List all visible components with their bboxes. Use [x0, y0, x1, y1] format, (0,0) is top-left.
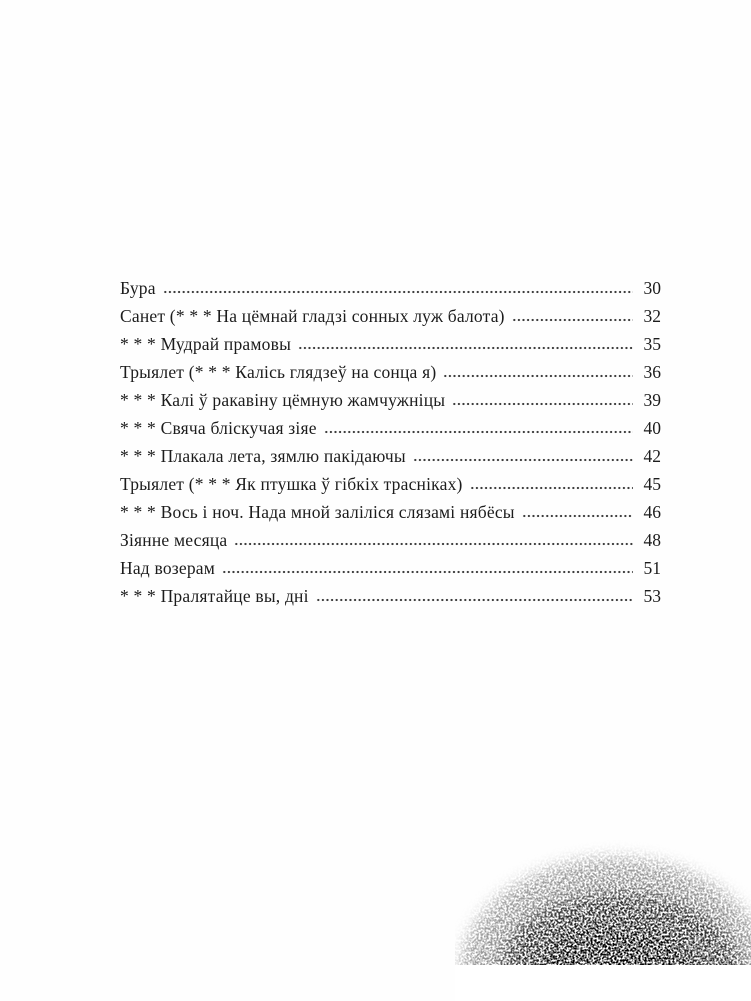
- toc-entry-title: Бура: [120, 278, 156, 298]
- toc-row: [120, 330, 661, 358]
- dot-leader: [163, 290, 633, 294]
- toc-row: [120, 386, 661, 414]
- toc-page-number: 45: [643, 474, 661, 494]
- dot-leader: [324, 430, 633, 434]
- toc-row: [120, 414, 661, 442]
- toc-row: [120, 358, 661, 386]
- ink-stain: [455, 798, 751, 1001]
- dot-leader: [443, 374, 633, 378]
- toc-entry-title: * * * Свяча бліскучая зіяе: [120, 418, 317, 438]
- toc-page-number: 39: [643, 390, 661, 410]
- dot-leader: [222, 570, 633, 574]
- toc-row: [120, 582, 661, 610]
- toc-entry-title: * * * Мудрай прамовы: [120, 334, 292, 354]
- dot-leader: [452, 402, 633, 406]
- toc-entry-title: * * * Плакала лета, зямлю пакідаючы: [120, 446, 406, 466]
- dot-leader: [470, 486, 633, 490]
- toc-page-number: 42: [643, 446, 661, 466]
- toc-entry-title: Трыялет (* * * Як птушка ў гібкіх трасніках): [120, 474, 463, 494]
- toc-row: [120, 526, 661, 554]
- toc-entry-title: * * * Пралятайце вы, дні: [120, 586, 309, 606]
- dot-leader: [298, 346, 633, 350]
- toc-page-number: 46: [643, 502, 661, 522]
- toc-page-number: 36: [643, 362, 661, 382]
- toc-entry-title: Санет (* * * На цёмнай гладзі сонных луж балота): [120, 306, 505, 326]
- toc-list: [120, 274, 661, 610]
- toc-page-number: 40: [643, 418, 661, 438]
- dot-leader: [413, 458, 633, 462]
- toc-page-number: 32: [643, 306, 661, 326]
- dot-leader: [522, 514, 633, 518]
- toc-row: [120, 442, 661, 470]
- toc-entry-title: Зіянне месяца: [120, 530, 228, 550]
- dot-leader: [512, 318, 633, 322]
- toc-page-number: 53: [643, 586, 661, 606]
- toc-row: [120, 470, 661, 498]
- toc-row: [120, 554, 661, 582]
- toc-row: [120, 498, 661, 526]
- toc-page-number: 51: [643, 558, 661, 578]
- toc-page-number: 35: [643, 334, 661, 354]
- toc-page-number: 48: [643, 530, 661, 550]
- toc-entry-title: * * * Вось і ноч. Нада мной заліліся слязамі нябёсы: [120, 502, 515, 522]
- toc-entry-title: Трыялет (* * * Калісь глядзеў на сонца я): [120, 362, 437, 382]
- toc-row: [120, 302, 661, 330]
- toc-page-number: 30: [643, 278, 661, 298]
- toc-entry-title: Над возерам: [120, 558, 216, 578]
- toc-entry-title: * * * Калі ў ракавіну цёмную жамчужніцы: [120, 390, 446, 410]
- dot-leader: [234, 542, 633, 546]
- toc-row: [120, 274, 661, 302]
- dot-leader: [316, 598, 633, 602]
